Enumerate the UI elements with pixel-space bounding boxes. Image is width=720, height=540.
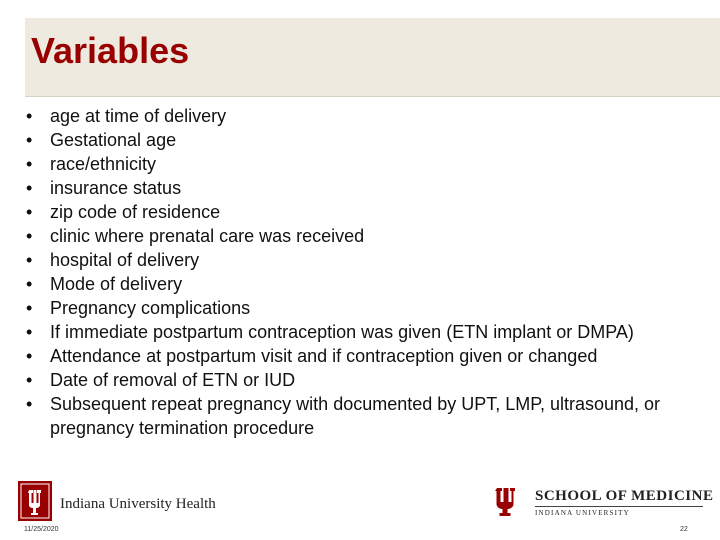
list-item [20,152,700,176]
bullet-marker: • [26,250,33,270]
school-of-medicine-title: SCHOOL OF MEDICINE [535,488,714,504]
bullet-marker: • [26,130,33,150]
list-item-text: race/ethnicity [50,154,157,174]
bullet-marker: • [26,346,33,366]
page-number: 22 [680,526,688,533]
list-item [20,344,700,368]
list-item-text: Gestational age [50,130,177,150]
list-item-text: hospital of delivery [50,250,200,270]
iu-trident-icon [494,487,520,517]
bullet-marker: • [26,154,33,174]
bullet-marker: • [26,322,33,342]
list-item [20,296,700,320]
list-item [20,176,700,200]
bullet-marker: • [26,274,33,294]
list-item [20,104,700,128]
iu-health-trident-icon [18,481,52,521]
list-item-text: Date of removal of ETN or IUD [50,370,296,390]
list-item-text: Attendance at postpartum visit and if contraception given or changed [50,346,598,366]
list-item [20,368,700,392]
list-item-text: Mode of delivery [50,274,183,294]
bullet-marker: • [26,226,33,246]
list-item [20,248,700,272]
list-item [20,128,700,152]
list-item [20,200,700,224]
list-item-text: clinic where prenatal care was received [50,226,365,246]
bullet-marker: • [26,298,33,318]
school-of-medicine-subtitle: INDIANA UNIVERSITY [535,509,630,517]
bullet-marker: • [26,202,33,222]
list-item [20,224,700,248]
iu-health-wordmark: Indiana University Health [60,496,216,512]
slide-title: Variables [31,30,190,71]
bullet-marker: • [26,178,33,198]
list-item-text: age at time of delivery [50,106,227,126]
slide-date: 11/25/2020 [24,526,59,533]
list-item [20,392,700,440]
list-item-text: If immediate postpartum contraception was given (ETN implant or DMPA) [50,322,634,342]
logo-divider [535,506,703,507]
list-item-text: zip code of residence [50,202,221,222]
list-item [20,320,700,344]
bullet-marker: • [26,370,33,390]
variables-list [20,104,700,440]
list-item-text: insurance status [50,178,182,198]
list-item-text: Pregnancy complications [50,298,251,318]
bullet-marker: • [26,394,33,414]
bullet-marker: • [26,106,33,126]
list-item [20,272,700,296]
list-item-text: Subsequent repeat pregnancy with documented by UPT, LMP, ultrasound, or pregnancy termination procedure [50,394,661,438]
